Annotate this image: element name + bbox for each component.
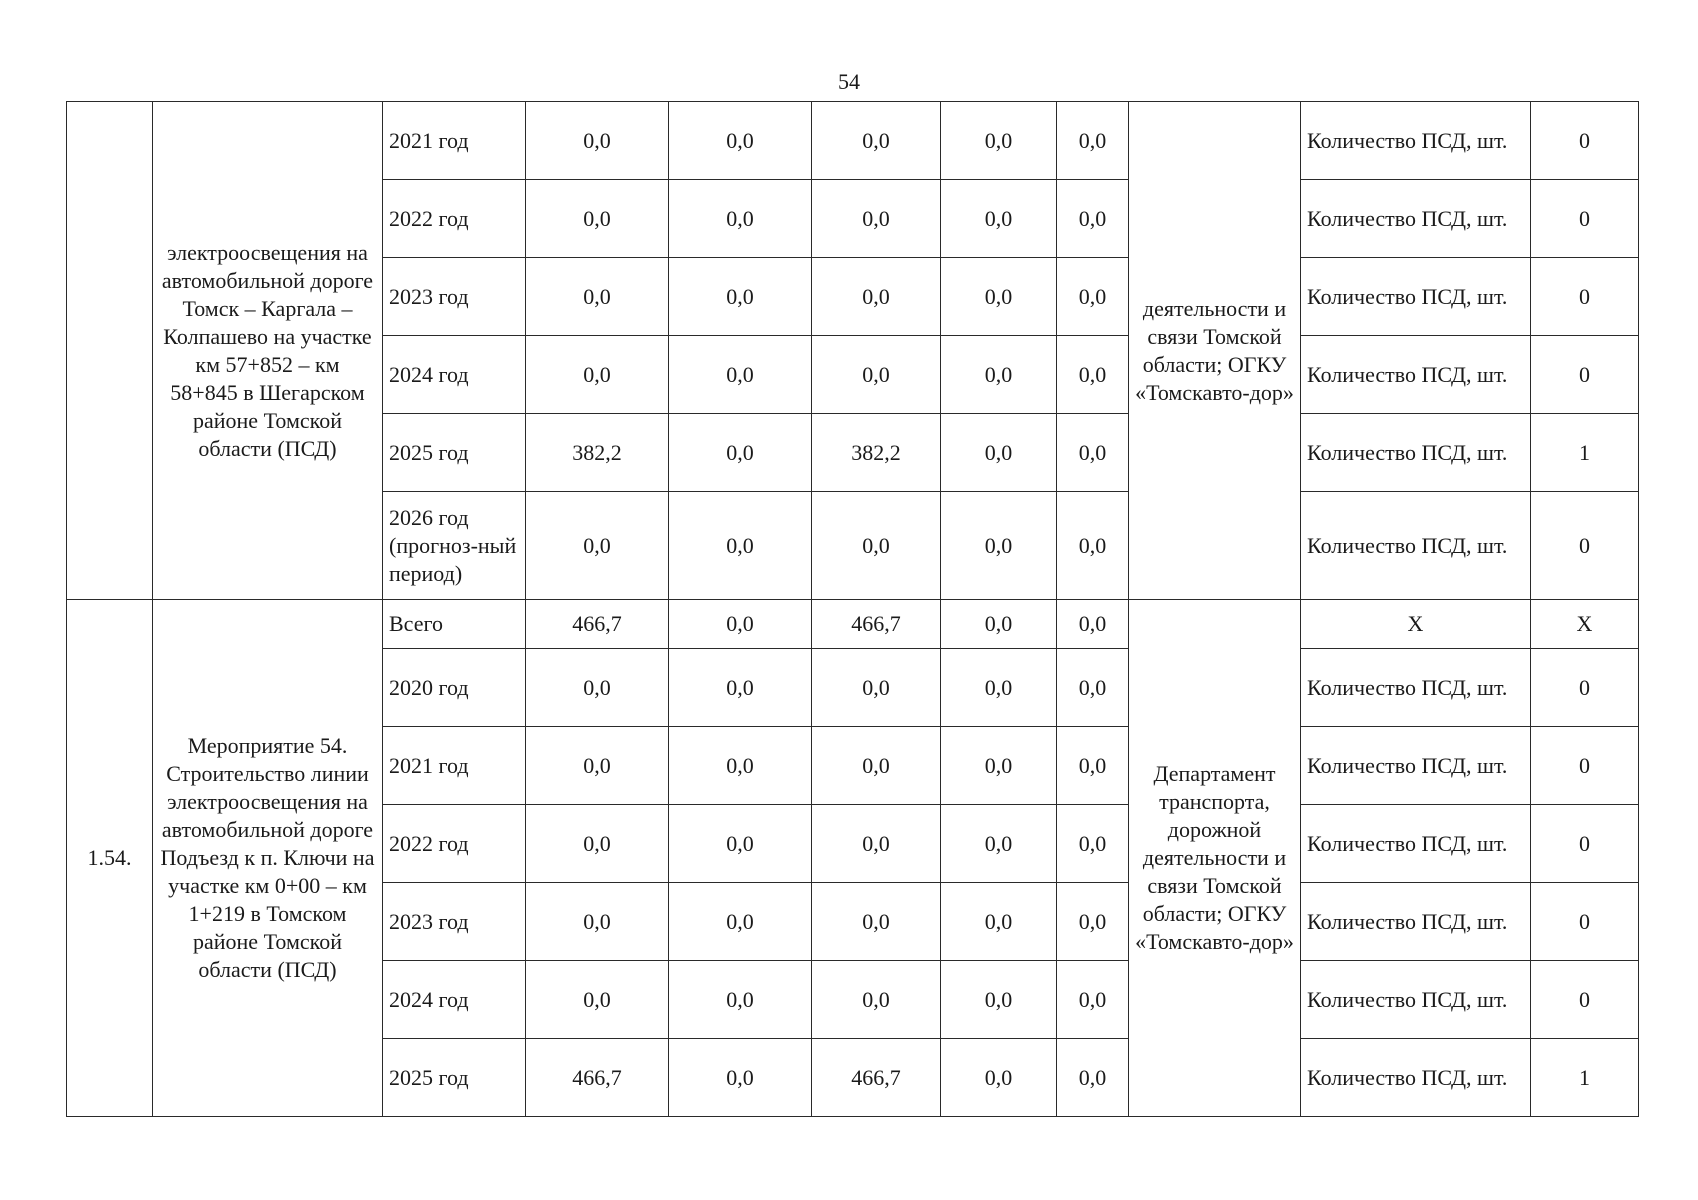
target-cell: 0 [1531,102,1639,180]
regional-cell: 0,0 [812,883,941,961]
federal-cell: 0,0 [669,102,812,180]
total-cell: 0,0 [526,492,669,600]
regional-cell: 0,0 [812,492,941,600]
period-cell: 2022 год [383,805,526,883]
regional-cell: 382,2 [812,414,941,492]
total-cell: 0,0 [526,727,669,805]
indicator-cell: Количество ПСД, шт. [1301,1039,1531,1117]
federal-cell: 0,0 [669,492,812,600]
local-cell: 0,0 [941,649,1057,727]
local-cell: 0,0 [941,727,1057,805]
other-cell: 0,0 [1057,258,1129,336]
federal-cell: 0,0 [669,727,812,805]
total-cell: 382,2 [526,414,669,492]
total-cell: 0,0 [526,336,669,414]
executor-cell: Департамент транспорта, дорожной деятельности и связи Томской области; ОГКУ «Томскавто-дор» [1129,600,1301,1117]
federal-cell: 0,0 [669,883,812,961]
period-cell: 2025 год [383,1039,526,1117]
regional-cell: 0,0 [812,805,941,883]
federal-cell: 0,0 [669,336,812,414]
indicator-cell: Количество ПСД, шт. [1301,805,1531,883]
federal-cell: 0,0 [669,600,812,649]
local-cell: 0,0 [941,336,1057,414]
indicator-cell: Количество ПСД, шт. [1301,727,1531,805]
table-body [67,102,1639,1117]
target-cell: 0 [1531,492,1639,600]
period-cell: 2021 год [383,727,526,805]
regional-cell: 0,0 [812,961,941,1039]
page-number: 54 [838,69,860,94]
local-cell: 0,0 [941,258,1057,336]
period-cell: 2025 год [383,414,526,492]
item-number-cell [67,102,153,600]
indicator-cell: Количество ПСД, шт. [1301,102,1531,180]
total-cell: 0,0 [526,649,669,727]
executor-cell: деятельности и связи Томской области; ОГКУ «Томскавто-дор» [1129,102,1301,600]
indicator-cell: Количество ПСД, шт. [1301,258,1531,336]
local-cell: 0,0 [941,102,1057,180]
regional-cell: 0,0 [812,258,941,336]
other-cell: 0,0 [1057,883,1129,961]
period-cell: 2024 год [383,961,526,1039]
other-cell: 0,0 [1057,600,1129,649]
indicator-cell: Количество ПСД, шт. [1301,336,1531,414]
regional-cell: 0,0 [812,336,941,414]
indicator-cell: Количество ПСД, шт. [1301,649,1531,727]
other-cell: 0,0 [1057,180,1129,258]
period-cell: 2023 год [383,883,526,961]
total-cell: 0,0 [526,258,669,336]
target-cell: 0 [1531,727,1639,805]
other-cell: 0,0 [1057,1039,1129,1117]
target-cell: 0 [1531,649,1639,727]
table-row [67,600,1639,649]
regional-cell: 0,0 [812,180,941,258]
indicator-cell: Количество ПСД, шт. [1301,180,1531,258]
target-cell: 0 [1531,258,1639,336]
total-cell: 0,0 [526,805,669,883]
regional-cell: 466,7 [812,600,941,649]
item-name-cell: электроосвещения на автомобильной дороге Томск – Каргала – Колпашево на участке км 57+852 – км 58+845 в Шегарском районе Томской области (ПСД) [153,102,383,600]
total-cell: 0,0 [526,961,669,1039]
other-cell: 0,0 [1057,336,1129,414]
period-cell: 2021 год [383,102,526,180]
period-cell: 2022 год [383,180,526,258]
indicator-cell: Количество ПСД, шт. [1301,492,1531,600]
target-cell: 1 [1531,414,1639,492]
period-cell: Всего [383,600,526,649]
program-table [66,101,1639,1117]
indicator-cell: Количество ПСД, шт. [1301,961,1531,1039]
federal-cell: 0,0 [669,258,812,336]
indicator-cell: Количество ПСД, шт. [1301,414,1531,492]
total-cell: 0,0 [526,883,669,961]
federal-cell: 0,0 [669,180,812,258]
item-name-cell: Мероприятие 54. Строительство линии электроосвещения на автомобильной дороге Подъезд к п. Ключи на участке км 0+00 – км 1+219 в Томском районе Томской области (ПСД) [153,600,383,1117]
indicator-cell: Х [1301,600,1531,649]
total-cell: 0,0 [526,102,669,180]
target-cell: 0 [1531,961,1639,1039]
federal-cell: 0,0 [669,414,812,492]
total-cell: 0,0 [526,180,669,258]
period-cell: 2024 год [383,336,526,414]
local-cell: 0,0 [941,180,1057,258]
local-cell: 0,0 [941,1039,1057,1117]
local-cell: 0,0 [941,883,1057,961]
local-cell: 0,0 [941,414,1057,492]
federal-cell: 0,0 [669,961,812,1039]
federal-cell: 0,0 [669,1039,812,1117]
regional-cell: 0,0 [812,649,941,727]
total-cell: 466,7 [526,600,669,649]
target-cell: Х [1531,600,1639,649]
indicator-cell: Количество ПСД, шт. [1301,883,1531,961]
target-cell: 0 [1531,883,1639,961]
period-cell: 2023 год [383,258,526,336]
target-cell: 0 [1531,805,1639,883]
total-cell: 466,7 [526,1039,669,1117]
local-cell: 0,0 [941,961,1057,1039]
local-cell: 0,0 [941,600,1057,649]
item-number-cell: 1.54. [67,600,153,1117]
federal-cell: 0,0 [669,805,812,883]
regional-cell: 0,0 [812,727,941,805]
regional-cell: 466,7 [812,1039,941,1117]
other-cell: 0,0 [1057,492,1129,600]
other-cell: 0,0 [1057,961,1129,1039]
period-cell: 2020 год [383,649,526,727]
other-cell: 0,0 [1057,414,1129,492]
other-cell: 0,0 [1057,649,1129,727]
local-cell: 0,0 [941,805,1057,883]
target-cell: 1 [1531,1039,1639,1117]
regional-cell: 0,0 [812,102,941,180]
target-cell: 0 [1531,336,1639,414]
other-cell: 0,0 [1057,102,1129,180]
other-cell: 0,0 [1057,805,1129,883]
target-cell: 0 [1531,180,1639,258]
period-cell: 2026 год (прогноз-ный период) [383,492,526,600]
table-row [67,102,1639,180]
local-cell: 0,0 [941,492,1057,600]
other-cell: 0,0 [1057,727,1129,805]
federal-cell: 0,0 [669,649,812,727]
